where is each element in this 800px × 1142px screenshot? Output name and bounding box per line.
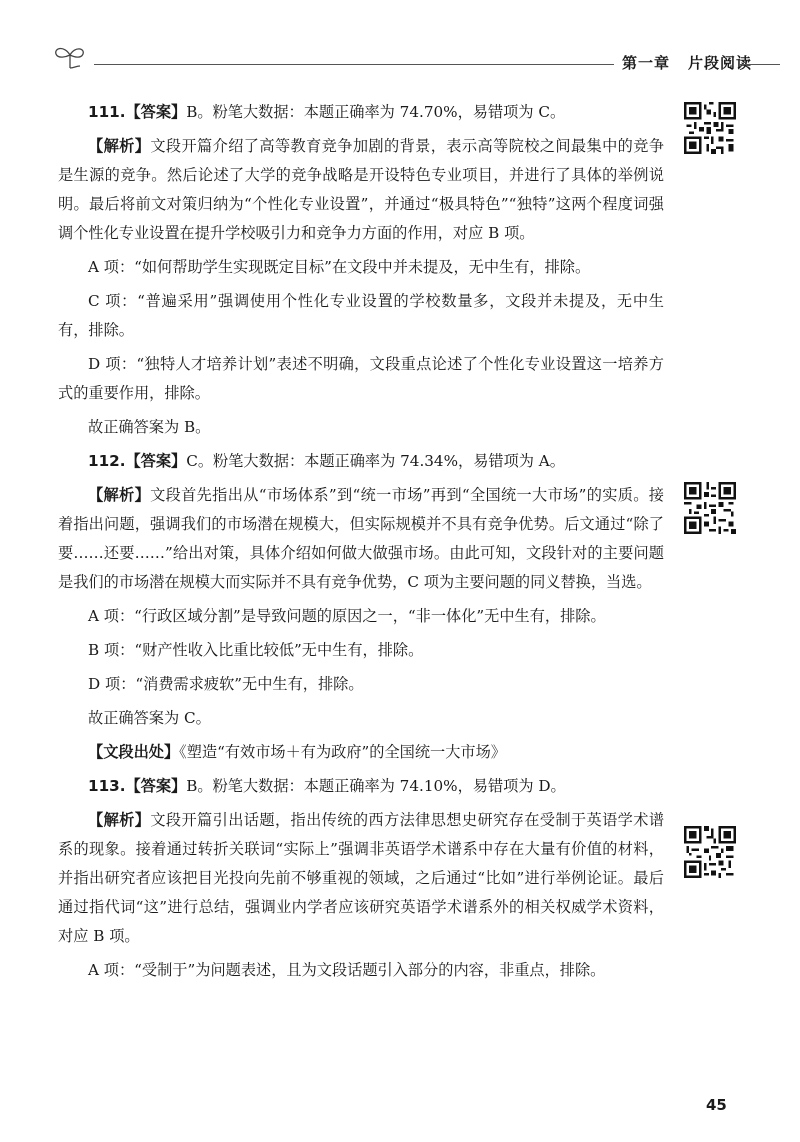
page-content xyxy=(58,98,664,985)
answer-tag: 【答案】 xyxy=(125,452,187,470)
chapter-label: 第一章 xyxy=(622,54,671,72)
option-explanation: B 项：“财产性收入比重比较低”无中生有，排除。 xyxy=(88,641,424,659)
answer-text: B。粉笔大数据：本题正确率为 74.70%，易错项为 C。 xyxy=(186,103,566,121)
answer-line xyxy=(58,447,664,476)
answer-line xyxy=(58,772,664,801)
analysis-text: 文段首先指出从“市场体系”到“统一市场”再到“全国统一大市场”的实质。接着指出问题，强调我们的市场潜在规模大，但实际规模并不具有竞争优势。后文通过“除了要……还要……”给出对策，具体介绍如何做大做强市场。由此可知，文段针对的主要问题是我们的市场潜在规模大而实际并不具有竞争优势，C 项为主要问题的同义替换，当选。 xyxy=(58,486,664,591)
leaf-icon xyxy=(50,42,90,72)
running-header xyxy=(40,42,780,82)
source-line xyxy=(58,738,664,767)
option-explanation: D 项：“消费需求疲软”无中生有，排除。 xyxy=(88,675,364,693)
analysis-paragraph xyxy=(58,806,664,951)
analysis-tag: 【解析】 xyxy=(88,486,151,504)
header-rule xyxy=(94,64,614,65)
answer-tag: 【答案】 xyxy=(125,103,187,121)
option-explanation: C 项：“普遍采用”强调使用个性化专业设置的学校数量多，文段并未提及，无中生有，排除。 xyxy=(58,292,664,339)
analysis-tag: 【解析】 xyxy=(88,811,151,829)
conclusion: 故正确答案为 B。 xyxy=(88,418,211,436)
question-number: 113. xyxy=(88,777,126,795)
analysis-text: 文段开篇介绍了高等教育竞争加剧的背景，表示高等院校之间最集中的竞争是生源的竞争。然后论述了大学的竞争战略是开设特色专业项目，并进行了具体的举例说明。最后将前文对策归纳为“个性化专业设置”，并通过“极具特色”“独特”这两个程度词强调个性化专业设置在提升学校吸引力和竞争力方面的作用，对应 B 项。 xyxy=(58,137,664,242)
answer-tag: 【答案】 xyxy=(125,777,187,795)
chapter-title xyxy=(622,52,752,73)
answer-line xyxy=(58,98,664,127)
analysis-paragraph xyxy=(58,132,664,248)
answer-text: C。粉笔大数据：本题正确率为 74.34%，易错项为 A。 xyxy=(186,452,565,470)
question-number: 112. xyxy=(88,452,126,470)
header-rule-right xyxy=(740,64,780,65)
option-explanation: A 项：“受制于”为问题表述，且为文段话题引入部分的内容，非重点，排除。 xyxy=(88,961,606,979)
question-number: 111. xyxy=(88,103,126,121)
page-number: 45 xyxy=(706,1096,727,1114)
option-explanation: A 项：“行政区域分割”是导致问题的原因之一，“非一体化”无中生有，排除。 xyxy=(88,607,606,625)
qr-code-icon xyxy=(684,482,736,534)
source-text: 《塑造“有效市场＋有为政府”的全国统一大市场》 xyxy=(179,743,506,761)
qr-code-icon xyxy=(684,826,736,878)
analysis-paragraph xyxy=(58,481,664,597)
option-explanation: A 项：“如何帮助学生实现既定目标”在文段中并未提及，无中生有，排除。 xyxy=(88,258,591,276)
section-label: 片段阅读 xyxy=(688,54,753,72)
analysis-tag: 【解析】 xyxy=(88,137,151,155)
qr-code-icon xyxy=(684,102,736,154)
answer-text: B。粉笔大数据：本题正确率为 74.10%，易错项为 D。 xyxy=(186,777,566,795)
source-tag: 【文段出处】 xyxy=(88,743,180,761)
analysis-text: 文段开篇引出话题，指出传统的西方法律思想史研究存在受制于英语学术谱系的现象。接着通过转折关联词“实际上”强调非英语学术谱系中存在大量有价值的材料，并指出研究者应该把目光投向先前不够重视的领域，之后通过“比如”进行举例论证。最后通过指代词“这”进行总结，强调业内学者应该研究英语学术谱系外的相关权威学术资料，对应 B 项。 xyxy=(58,811,664,945)
option-explanation: D 项：“独特人才培养计划”表述不明确，文段重点论述了个性化专业设置这一培养方式的重要作用，排除。 xyxy=(58,355,664,402)
conclusion: 故正确答案为 C。 xyxy=(88,709,211,727)
